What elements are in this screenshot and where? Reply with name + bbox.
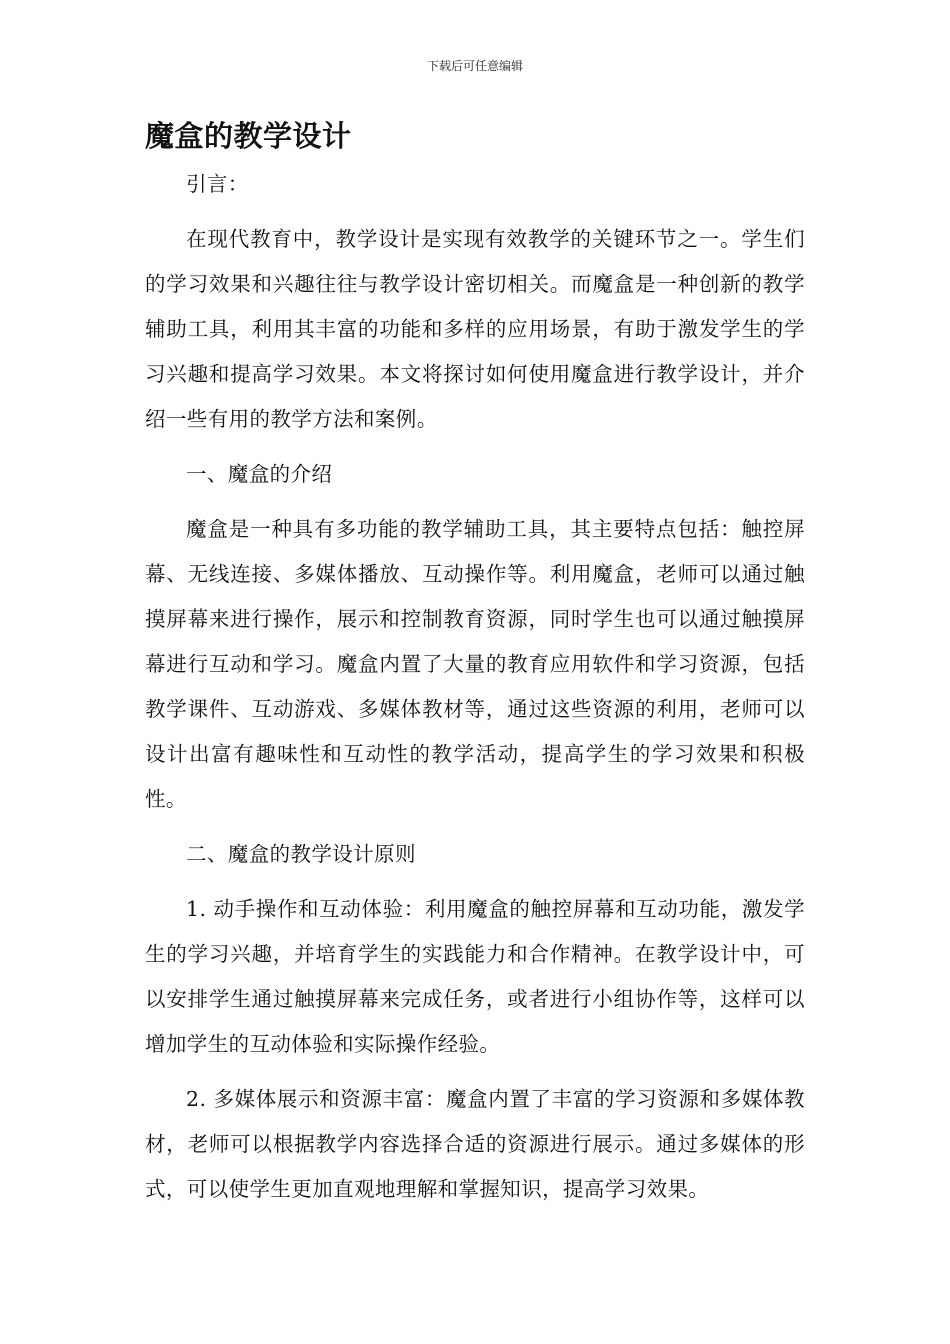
intro-paragraph: 在现代教育中，教学设计是实现有效教学的关键环节之一。学生们的学习效果和兴趣往往与教学设计密切相关。而魔盒是一种创新的教学辅助工具，利用其丰富的功能和多样的应用场景，有助于激发学生的学习兴趣和提高学习效果。本文将探讨如何使用魔盒进行教学设计，并介绍一些有用的教学方法和案例。 bbox=[145, 227, 805, 431]
intro-label: 引言： bbox=[186, 172, 249, 196]
section-heading-intro: 一、魔盒的介绍 bbox=[186, 462, 333, 486]
principle-paragraph-1: 1. 动手操作和互动体验：利用魔盒的触控屏幕和互动功能，激发学生的学习兴趣，并培育学生的实践能力和合作精神。在教学设计中，可以安排学生通过触摸屏幕来完成任务，或者进行小组协作等，这样可以增加学生的互动体验和实际操作经验。 bbox=[145, 897, 805, 1056]
document-body bbox=[145, 112, 805, 1212]
page-header-note: 下载后可任意编辑 bbox=[426, 59, 523, 73]
section-paragraph-intro: 魔盒是一种具有多功能的教学辅助工具，其主要特点包括：触控屏幕、无线连接、多媒体播放、互动操作等。利用魔盒，老师可以通过触摸屏幕来进行操作，展示和控制教育资源，同时学生也可以通过触摸屏幕进行互动和学习。魔盒内置了大量的教育应用软件和学习资源，包括教学课件、互动游戏、多媒体教材等，通过这些资源的利用，老师可以设计出富有趣味性和互动性的教学活动，提高学生的学习效果和积极性。 bbox=[145, 517, 805, 811]
document-title: 魔盒的教学设计 bbox=[145, 119, 352, 153]
section-heading-principles: 二、魔盒的教学设计原则 bbox=[186, 842, 416, 866]
principle-paragraph-2: 2. 多媒体展示和资源丰富：魔盒内置了丰富的学习资源和多媒体教材，老师可以根据教学内容选择合适的资源进行展示。通过多媒体的形式，可以使学生更加直观地理解和掌握知识，提高学习效果。 bbox=[145, 1087, 805, 1201]
